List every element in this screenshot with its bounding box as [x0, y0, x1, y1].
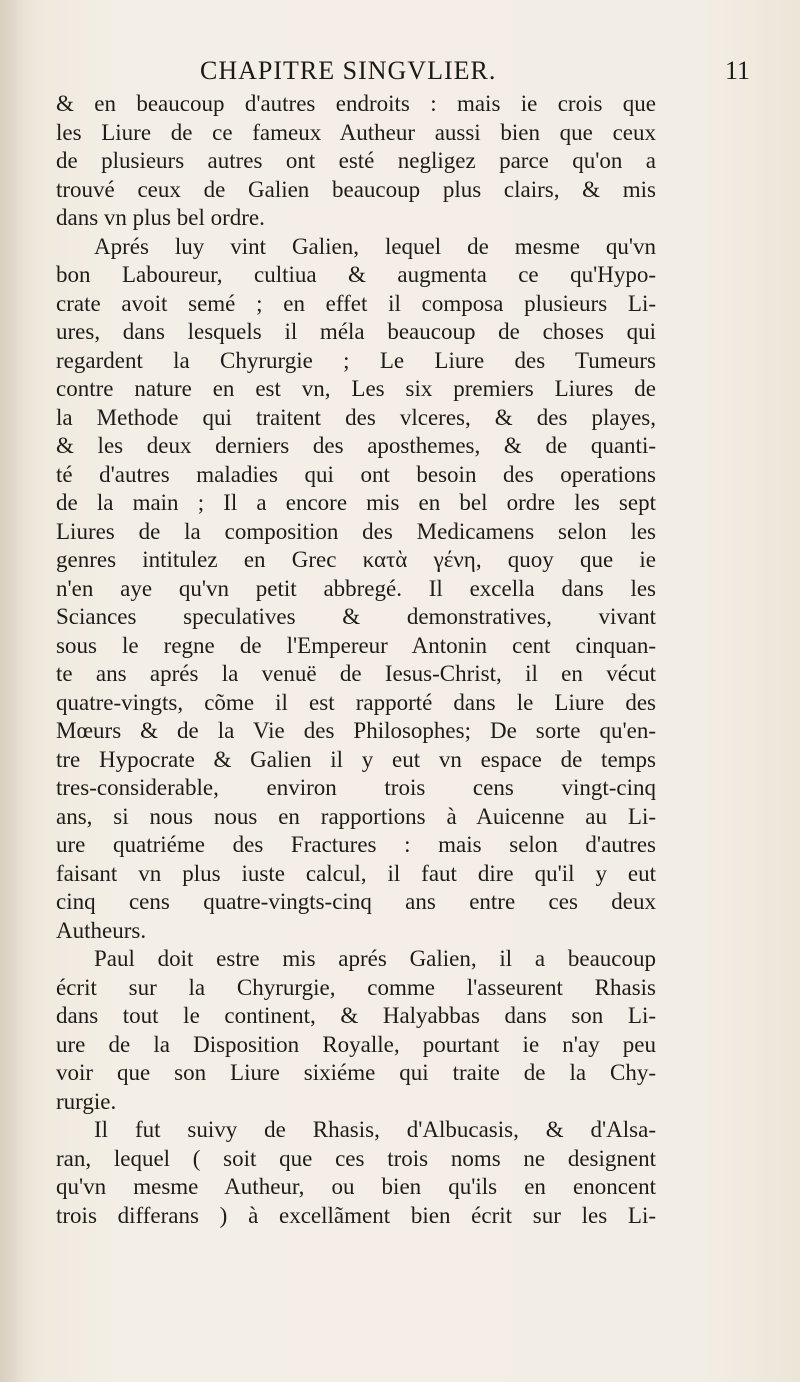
- text-line: bon Laboureur, cultiua & augmenta ce qu'Hypo-: [56, 262, 656, 287]
- text-line: Il fut suivy de Rhasis, d'Albucasis, & d'Alsa-: [94, 1117, 656, 1142]
- text-line: cinq cens quatre-vingts-cinq ans entre ces deux: [56, 889, 656, 914]
- text-line: dans vn plus bel ordre.: [56, 205, 265, 230]
- text-line: regardent la Chyrurgie ; Le Liure des Tumeurs: [56, 347, 656, 373]
- text-line: tre Hypocrate & Galien il y eut vn espace de temps: [56, 746, 656, 772]
- text-line: Aprés luy vint Galien, lequel de mesme qu'vn: [94, 233, 656, 259]
- text-line: de la main ; Il a encore mis en bel ordre les sept: [56, 490, 656, 515]
- text-line: n'en aye qu'vn petit abbregé. Il excella dans les: [56, 575, 656, 601]
- text-line: voir que son Liure sixiéme qui traite de la Chy-: [56, 1060, 656, 1085]
- text-line: ure de la Disposition Royalle, pourtant ie n'ay peu: [56, 1031, 656, 1057]
- text-line: ans, si nous nous en rapportions à Auicenne au Li-: [56, 803, 656, 829]
- text-line: ures, dans lesquels il méla beaucoup de choses qui: [56, 319, 656, 344]
- text-line: trois differans ) à excellãment bien écrit sur les Li-: [56, 1202, 656, 1228]
- text-line: té d'autres maladies qui ont besoin des operations: [56, 461, 656, 487]
- text-line: genres intitulez en Grec κατὰ γένη, quoy que ie: [56, 547, 656, 572]
- text-line: contre nature en est vn, Les six premiers Liures de: [56, 376, 656, 401]
- page-gutter-shadow: [0, 0, 24, 1382]
- running-title: CHAPITRE SINGVLIER.: [200, 56, 497, 85]
- text-line: crate avoit semé ; en effet il composa plusieurs Li-: [56, 290, 656, 316]
- text-line: sous le regne de l'Empereur Antonin cent cinquan-: [56, 632, 656, 658]
- text-line: Sciances speculatives & demonstratives, vivant: [56, 604, 656, 629]
- text-line: te ans aprés la venuë de Iesus-Christ, il en vécut: [56, 661, 656, 686]
- text-line: de plusieurs autres ont esté negligez parce qu'on a: [56, 148, 656, 173]
- text-line: Mœurs & de la Vie des Philosophes; De sorte qu'en-: [56, 718, 656, 743]
- body-text: [56, 90, 656, 1230]
- page-number: 11: [724, 56, 750, 85]
- text-line: quatre-vingts, cõme il est rapporté dans le Liure des: [56, 689, 656, 715]
- text-line: écrit sur la Chyrurgie, comme l'asseurent Rhasis: [56, 974, 656, 1000]
- text-line: ure quatriéme des Fractures : mais selon d'autres: [56, 832, 656, 857]
- text-line: la Methode qui traitent des vlceres, & des playes,: [56, 404, 656, 430]
- text-line: ran, lequel ( soit que ces trois noms ne designent: [56, 1145, 656, 1171]
- text-line: Paul doit estre mis aprés Galien, il a beaucoup: [94, 946, 656, 971]
- text-line: faisant vn plus iuste calcul, il faut dire qu'il y eut: [56, 860, 656, 886]
- text-line: Liures de la composition des Medicamens selon les: [56, 518, 656, 544]
- text-line: Autheurs.: [56, 917, 147, 943]
- text-line: qu'vn mesme Autheur, ou bien qu'ils en enoncent: [56, 1174, 656, 1199]
- text-line: tres-considerable, environ trois cens vingt-cinq: [56, 775, 656, 800]
- text-line: & les deux derniers des aposthemes, & de quanti-: [56, 433, 656, 458]
- text-line: & en beaucoup d'autres endroits : mais ie crois que: [56, 91, 656, 116]
- text-line: rurgie.: [56, 1088, 117, 1114]
- text-line: trouvé ceux de Galien beaucoup plus clairs, & mis: [56, 176, 656, 202]
- text-line: les Liure de ce fameux Autheur aussi bien que ceux: [56, 119, 656, 145]
- text-line: dans tout le continent, & Halyabbas dans son Li-: [56, 1003, 656, 1028]
